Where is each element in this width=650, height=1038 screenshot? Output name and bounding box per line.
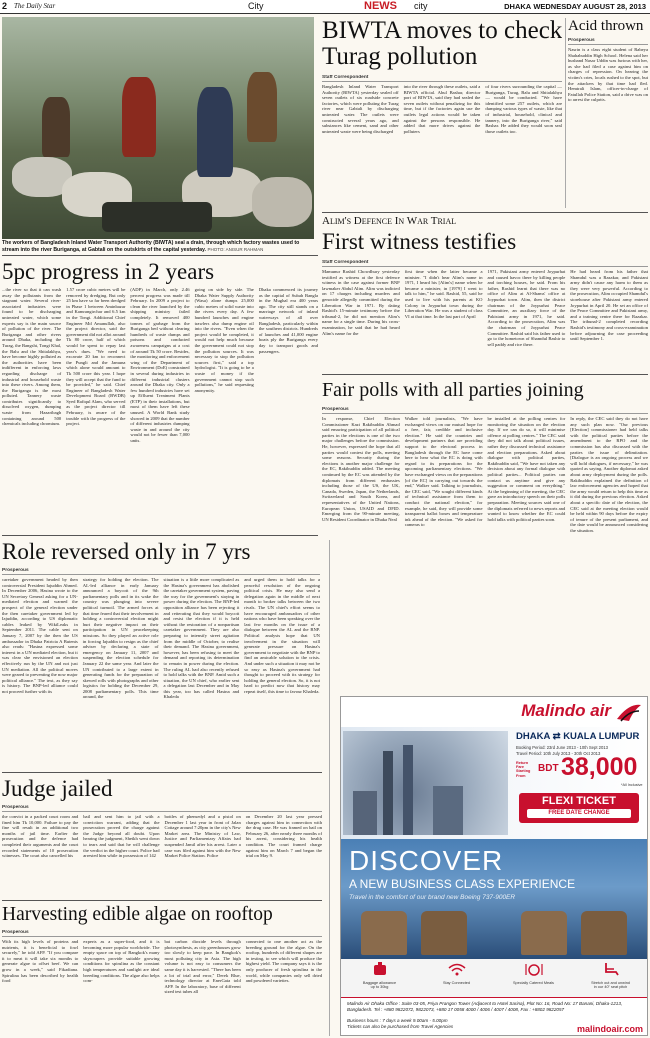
alim-headline [322,215,648,259]
fivepc-article [2,287,318,532]
article-columns [2,287,318,444]
kicker: Alim's Defence In War Trial [322,215,457,227]
cabin-seat-image [421,911,467,955]
website-link[interactable]: malindoair.com [576,1024,643,1034]
column-divider [565,18,566,208]
article-column: Bangladesh Inland Water Transport Authority (BIWTA) yesterday sealed off seven outlets of six roadside concrete factories, which were polluting the Turag river near Gabtali by discharging untreated water. The outlets were constructed several years ago, and substances like cement, sand and other untreated waste were being discharged [322,84,399,134]
feature-item [572,959,648,997]
byline: Staff Correspondent [322,75,562,82]
photo-sack [252,177,312,227]
ad-feature-row [341,959,648,997]
photo-worker [122,77,156,157]
building-shape [433,786,463,835]
byline: Prosperous [2,568,320,575]
building-shape [353,791,377,835]
photo-credit: PHOTO: ANISUR RAHMAN [207,246,264,252]
article-columns [322,84,562,134]
article-column: bail and sent him to jail with a conviction warrant, adding that the prosecution proved the charge against the Judge beyond all doubt. Upon hearing the judgment, Sheikh went down to tears and said that he will challenge the verdict in the higher court. Police had arrested him while in possession of 142 [83,814,160,859]
discover-heading: DISCOVER [349,845,504,876]
article-column: strategy for holding the election. The AL-led alliance in early January announced a boycott of the 9th parliamentary polls and in its wake the country was plunging into severe political turmoil. The armed forces at that time feared that their involvement in holding a controversial election might hurt their negative impact on their participation in UN peacekeeping missions. So they played an active role in forcing Iajuddin to resign as the chief adviser by declaring a state of emergency on January 11, 2007 and suspending the election schedule for January 22 the same year. And later the UN contributed to a large extent in generating funds for the preparation of skewed rolls with photographs and other logistics for holding the December 29, 2008 parliamentary polls. This time around, the [82,577,159,700]
fare-amount: 38,000 [561,753,638,781]
section-label-left: City [248,1,264,11]
article-column: In reply, the CEC said they do not have any such plan now. "Our previous [Election] commissioner had held talks with the political parties before the amendment to the RPO and the commission has also discussed with the parties the issue of delimitation. [Dialogue is an ongoing process and we will hold dialogues, if necessary," he was quoted as saying. Another diplomat asked about army deployment during the polls. Rakibuddin explained the definition of law enforcement agencies and hoped that the army would return to help this time as it did during the previous election. Asked about a specific date of the election, the CEC said at the meeting election would be held within 90 days before the expiry of tenure of the present parliament, and the date would be announced considering the situation. [570,416,648,533]
byline: Prosperous [2,805,322,812]
flexi-title: FLEXI TICKET [542,795,616,807]
article-column: into the river through these outlets, said a BIWTA official. Abul Bashar, director port of BIWTA, said they had sealed the seven outlets without penalizing for this time, but if the factories again use the outlets legal actions would be taken against the persons responsible. He added that more drives against the polluters [403,84,481,134]
dateline-date: WEDNESDAY AUGUST 28, 2013 [533,2,646,11]
article-column: connected to one another act as the breeding ground for the algae. On the rooftop, hundreds of different shapes are in testing, to see which will produce the highest yield. The company says it is the only producer of fresh spirulina in the world, while companies only sell dried and powdered varieties. [245,939,322,984]
judge-article [2,805,322,898]
airline-logo-icon [615,701,643,723]
alim-article [322,260,648,372]
business-hours: Business hours : 7 days a week 9.00am - 5.00pm [347,1018,448,1023]
headline: Judge jailed [2,776,113,801]
fare-currency: BDT [538,763,559,774]
page-number: 2 [2,1,8,11]
section-label-right: city [414,1,428,11]
dateline [504,2,646,11]
article-column: 1.57 crore cubic metres will be removed by dredging. But only 25 km have so far been dredged in Phase 1 between Aminbazar and Kamrangirchar and 6.5 km in the Tongi. Additional Chief Engineer Md Amanullah, also the project director, said the government did not allot around Tk 80 crore, half of which would be spent to repay last year's dues. "We need to excavate 20 km to reconnect the Pungli and the Jamuna which alone would amount to Tk 500 crore this year. I hope they will accept that the fund to be provided," he said. Chief Engineer of Bangladesh Water Development Board (BWDB) Syed Rafiqul Alam, who served as the project director till February, is aware of the trouble with the progress of the project. [66,287,126,427]
article-column: bottles of phensedyl and a pistol on December 1 last year in front of Jalan Cottage around 7:20pm in the city's New Market area. The Ministry of Law, Justice and Parliamentary Affairs had suspended Jamil after his arrest. Later a case was filed against him with the New Market Police Station. Police [164,814,241,859]
feature-label: Stay Connected [442,981,471,985]
ticket-note: Tickets can also be purchased from Travel Agencies [347,1024,454,1029]
acid-article [568,18,648,208]
fare-note: *All Inclusive [621,783,643,787]
article-column: With its high levels of proteins and nutrients, it is beneficial to fowl securely," he told AFP. "If you compare it to meat it will take six months to generate algae to offset beef. We can grow in a week," said Fikadiana. Spirulina has been described by health food [2,939,79,984]
headline-line-2: Turag pollution [322,43,478,70]
byline: Staff Correspondent [322,260,648,267]
news-photo [2,17,314,239]
ad-tagline: Travel in the comfort of our brand new Boeing 737-900ER [349,894,516,901]
seat-icon [601,962,621,976]
tower-shape [403,745,413,835]
tower-shape [383,751,393,835]
article-column: going on side by side. The Dhaka Water Supply Authority (Wasa) alone dumps 25,000 cubic metres of solid waste into the rivers every day. A few hundred launches and engine trawlers also dump engine oil into the rivers. "Even when the project would be completed, it would not help much because the government could not stop the pollution sources. It was necessary to stop the pollution sources first," said a top hydrologist. "It is going to be a waste of money if the government cannot stop such pollutions," he said requesting anonymity. [194,287,254,393]
byline: Prosperous [568,38,648,45]
headline: Role reversed only in 7 yrs [2,539,251,564]
office-address: Malindo Air Dhaka Office : Suite 03-05, Priya Prangon Tower (Adjacent to Hotel Sarina), Plot No: 16, Road No: 17 Banani, Dhaka-1213, Bangladesh. Tel : +880 9822072, 9822073, +880 17 0058 4000 / 4006 / 4007 / 4008, Fax : +8802 9822057 [347,1001,623,1012]
section-divider [2,900,322,901]
article-column: first time when the latter became a minister. "I didn't hear Alim's name in 1971, I heard his [Alim's] name when he became a minister, in [1979] I went to talk to him," he said. Rashid, 55, said he used to live with his parents at KO Colony in Joypurhat town during the Liberation War. He was a student of class VI at that time. In the last part of April [404,269,483,319]
feature-item [495,959,572,997]
ad-brand-bar [341,697,648,727]
malindo-air-advertisement[interactable] [340,696,648,1036]
photo-worker [247,72,277,142]
biwta-headline [322,18,562,72]
booking-period: Booking Period: 23rd June 2013 - 10th Sept 2013 [516,745,608,750]
cabin-seat-image [521,911,567,955]
feature-label: Specially Catered Meals [513,981,554,985]
meal-icon [524,962,544,976]
headline: Fair polls with all parties joining [322,379,584,401]
fivepc-headline [2,258,318,286]
photo-worker [197,87,233,177]
headline: First witness testifies [322,229,517,254]
byline: Prosperous [2,930,322,937]
caption-text: The workers of Bangladesh Inland Water Transport Authority (BIWTA) seal a drain, through which factory wastes used to stream into the river Buriganga, at Gabtali on the outskirts of the capital yesterday. [2,240,300,253]
article-column: He had heard from his father that Shamdul was a Razakar, and Pakistani army didn't cause any harm to them as they were very powerful. According to the prosecution, Alim occupied Shamdul's storehouse after Pakistani army entered Joypurhat in April 20. He set an office of the Peace Committee and Pakistani army, and a training centre there for Razakar. The tribunal-2 completed recording Rashid's testimony and cross-examination before adjourning the case proceeding until September 1. [570,269,648,342]
ad-discover-section [341,839,648,959]
headline: Acid thrown [568,18,644,34]
brand-logo-text: Malindo air [521,701,611,720]
feature-label: Baggage allowance up to 30kg [362,981,397,990]
fairpolls-headline [322,377,648,407]
article-column: be installed at the polling centres for monitoring the situation on the election day. If we can do so, it will minimise offence at polling centres." The CEC said they did not talk about political issues, rather they discussed technical assistance and election preparations. Asked about dialogue with political parties, Rakibuddin said, "We have not taken any decision about any formal dialogue with political parties... Political parties can contact us anytime and give any suggestion or comment on everything." At the beginning of the meeting, the CEC gave an introductory speech on their polls preparation. Meeting sources said one of the diplomats referred to news reports and wanted to know whether the EC could hold talks with political parties soon. [487,416,566,522]
travel-period: Travel Period: 10th July 2013 - 30th Oct 2013 [516,751,601,756]
article-columns [322,416,648,533]
article-column: bat carbon dioxide levels through photosynthesis, as city greenhouses grow too slowly to keep pace. In Bangkok's most polluting city in Asia. The high volume is not easy to consumers the same day it is harvested. "There has been a lot of trial and error," Derek Blue, technology director at EnerGaia told AFP. In the laboratory, base of different sized test tubes all [164,939,241,995]
news-label: NEWS [364,0,397,12]
byline: Prosperous [322,407,648,414]
article-column: on December 20 last year pressed charges against him in connection with the drug case. He was framed on bail on February 26, after nearly three months of his arrest, considering his health condition. The court framed charge against him on March 7 and began the trial on May 9. [245,814,322,859]
headline-line-1: BIWTA moves to check [322,18,562,44]
article-column: of four rivers surrounding the capital — Buriganga, Turag, Balu and Shitalakhya — would be conducted. "We have identified some 257 outlets, which are dumping various types of waste, like that of industrial, household, clinical and tannery, into the Buriganga river," said Bashar. He added they would soon seal those outlets too. [485,84,562,134]
skyline-image [343,731,508,835]
article-columns [2,939,322,995]
flexi-ticket-badge[interactable] [519,793,639,823]
rooftop-article [2,930,322,1036]
role-headline [2,538,318,568]
wifi-icon [447,962,467,976]
section-divider [2,255,318,256]
discover-subheading: A NEW BUSINESS CLASS EXPERIENCE [349,877,576,891]
feature-item [418,959,495,997]
ad-contact-section [341,997,648,1036]
fairpolls-article [322,407,648,562]
section-divider [322,212,648,213]
rooftop-headline [2,902,328,930]
section-divider [322,374,648,375]
article-column: the convict in a packed court room and fined him Tk 10,000. Failure to pay the fine will result in an additional two months of jail time. Earlier the prosecution and the defence had completed their arguments and the court recorded statements of 10 prosecution witnesses. The court also cancelled his [2,814,79,859]
flexi-subtitle: FREE DATE CHANGE [527,809,631,818]
dateline-city: DHAKA [504,2,532,11]
article-column: ...the river so that it can wash away the pollutants from the stagnant water. Several river-associated industries were found to be discharging untreated water, which some experts say is the main source of pollution of the river. The Buriganga and other rivers around Dhaka, including the Turag, the Bangshi, Tongi Khal, the Balu and the Shitalakhya, have become highly polluted as the authorities have been indifferent in enforcing laws regarding discharge of industrial and household waste into these rivers. Among them, the Buriganga is the most polluted. Tannery waste contributes significantly to dissolved oxygen, dumping waste from Hazaribagh containing around 500 chemicals including chromium. [2,287,62,427]
photo-worker [42,97,70,157]
judge-headline [2,775,322,805]
headline: 5pc progress in 2 years [2,259,215,284]
paper-name: The Daily Star [14,2,56,10]
article-column: (ADP) in March, only 2.46 percent progress was made till February. In 2009 a project to clean the river launched by the shipping ministry failed completely. It removed 400 tonnes of garbage from the Buriganga bed without clearing hundreds of waste dumps and poisons and conducted awareness campaigns at a cost of around Tk 50 crore. Besides, the monitoring and enforcement wing of the Department of Environment (DoE) constrained in several during industries in different industrial clusters around the Dhaka city. Only a few hundred industries have set up Effluent Treatment Plants (ETP) in their installations, but most of them have left these unused. A World Bank study showed in 2009 that the number of different industries dumping waste in and around the city would not be fewer than 7,000 units. [130,287,190,444]
section-divider [2,772,322,773]
article-columns [2,577,320,700]
role-article [2,568,320,770]
baggage-icon [370,962,390,976]
article-column: experts as a super-food, and it is becoming more popular worldwide. The empty space on top of Bangkok's many skyscrapers provide suitable growing conditions for spirulina as the constant high temperatures and sunlight are ideal breeding conditions. The algae also helps com- [83,939,160,984]
headline: Harvesting edible algae on rooftop [2,904,273,925]
cabin-seat-image [581,911,627,955]
section-divider [2,535,318,536]
article-body: Nasrin is a class eight student of Rabeya Shahabuddin High School. Helena said her husband Nasar Uddin was furious with her, as she had filed a case against him on charges of repression. On hearing the victim's cries, locals rushed to the spot, but the attackers by that time had fled. Hemtrali Islam, officer-in-charge of Fatullah Police Station, said a drive was on to arrest the culprits. [568,47,648,103]
article-columns [322,269,648,347]
article-column: In response, Chief Election Commissioner Kazi Rakibuddin Ahmad said ensuring participation of all political parties in the elections is one of the two major challenges before the commission. He, however, expressed the hope that all parties would contest the polls, meeting some reasons. Security during the elections is another major challenge for the EC, Rakibuddin added. The meeting continued by the EC was attended by the diplomats from different embassies including those of the US, the UK, Canada, Sweden, Japan, the Netherlands, Switzerland and South Korea, and representatives of the United Nations, European Union, USAID and DFID. Emerging from the 90-minute meeting, UN Resident Coordinator in Dhaka Neal [322,416,400,522]
article-columns [2,814,322,859]
masthead [0,0,650,14]
article-column: and urged them to hold talks for a peaceful resolution of the ongoing political crisis. He may also send a delegation again in the middle of next month to broker talks between the two rivals. The UN chief's effort seems to have encouraged ambassadors of other nations who have been speaking over the last few months on the issue of a dialogue between the AL and the BNP. Political analysts hope that UN involvement in the situation will generate pressure on Hasina's government to negotiate with the BNP to find an amicable solution to the crisis. And under such a situation it may not be so easy as Hasina's government had thought to proceed with its strategy for holding the general election. So, it is not hard to predict now that history may repeat itself, this time to favour Khaleda. [244,577,320,694]
article-column: situation is a little more complicated as the Hasina's government has abolished the caretaker government system, paving the way for the government's staying in power during the election. The BNP-led opposition alliance has been rejecting it and reiterating that they would boycott and resist the election if it is held without the restoration of a nonpartisan caretaker government. They are also preparing to intensify street agitation from the middle of October, to realise their demand. The Hasina government, however, has been refusing to meet the demand and reporting its determination to remain in power during the election. The ruling AL had also recently refused to hold talks with the BNP. Amid such a situation, the UN chief, who earlier sent a delegation last December and in May this year, too has called Hasina and Khaleda [163,577,240,700]
photo-drain [102,202,212,232]
article-column: Dhaka commenced its journey as the capital of Subah Bangla in the Mughal era 400 years ago. The city still stands on a marriage network of inland waterways of all over Bangladesh, particularly within the southern districts. Hundreds of launches and 41,000 engine boats ply the Buriganga every day to transport goods and passengers. [258,287,318,354]
column-divider [329,540,330,1036]
article-column: 1971, Pakistani army entered Joypurhat and caused havoc there by killing people and torching houses, he said. From his father, Rashid learnt that there was no office of Alim at Al-Shams' office at Joypurhat town. Alim, then the district chairman of the Joypurhat Peace Committee, an auxiliary force of the Pakistani army in 1971, he said. According to the prosecution, Alim was the chairman of Joypurhat Peace Committee. Rashid said his father used to go to the hometown of Shamdul Bashir to sell paddy and rice there. [487,269,566,347]
route-text: DHAKA ⇄ KUALA LUMPUR [516,731,640,742]
article-column: Mamunur Rashid Chowdhury yesterday testified as witness at the first defence witness in the case against former BNP lawmaker Abdul Alim. Alim was indicted on 17 charges including murders and genocide allegedly committed during the Liberation War in 1971. By dating Rashid's 15-minute testimony before the tribunal-2, he did not mention Alim's name for a single time. During his cross-examination, he said that he had heard Alim's name for the [322,269,400,336]
feature-item [341,959,418,997]
article-column: Walker told journalists, "We have exchanged views on our mutual hope for a free, fair, credible and inclusive election." He said the countries and development partners that are providing support to the electoral process in Bangladesh through the EC have come here to hear what the EC is doing with regard to its preparations for the upcoming parliamentary elections. "We have exchanged views on the preparations [of the EC] in carrying out towards the end," Walker said. Talking to journalists, the CEC said, "We sought different kinds of technical assistance from them to conduct the national election," for example, he said, they will provide some transparent ballot boxes and temperature ink ahead of the election. "We asked for cameras to [404,416,483,528]
cabin-seat-image [361,911,407,955]
photo-caption [2,240,314,254]
ad-fare-section [341,727,648,839]
biwta-article [322,75,562,205]
fare-prefix: Return Fare Starting From [516,761,531,778]
feature-label: Stretch out and unwind in our 40" seat pitch [591,981,630,990]
article-column: caretaker government headed by then controversial President Iajuddin Ahmed. In December 2006, Hasina wrote to the UN Secretary General asking for a UN-mediated election and warned the prospect of the general election under the then caretaker government led by Iajuddin, according to US diplomatic cables leaked by WikiLeaks in September 2011. The cable sent on January 7, 2007 by the then the US ambassador in Dhaka Patricia A Butenis also reads: "Hasina expressed some interest in a UN mediated election, but it was clear she envisioned an election effectively run by the UN and not just UN mediation. All the political moves were geared to preventing the now major political alliance." The text, as they say is history. The BNP-led alliance could not proceed further with its [2,577,78,694]
